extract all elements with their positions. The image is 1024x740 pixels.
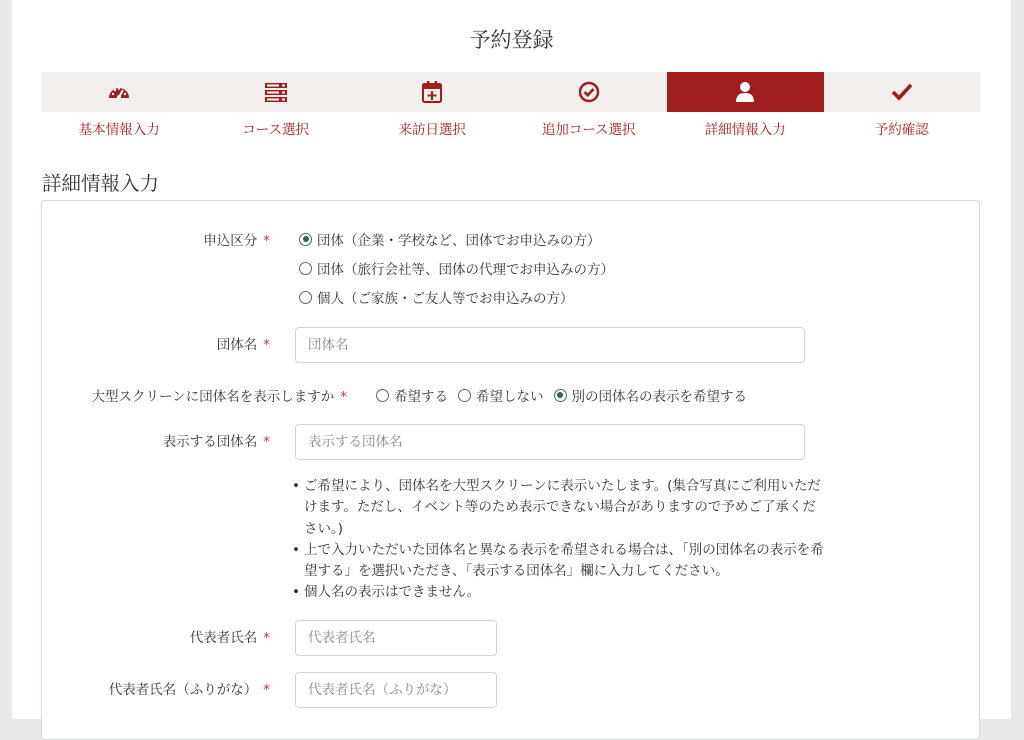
required-mark: *	[263, 434, 270, 450]
application-type-option-agency[interactable]	[299, 258, 614, 278]
radio-label[interactable]: 団体（企業・学校など、団体でお申込みの方）	[317, 233, 601, 249]
representative-kana-label	[109, 678, 270, 698]
page	[12, 0, 1011, 719]
display-on-screen-label	[92, 385, 347, 405]
form-card	[41, 200, 980, 740]
note-item: • 個人名の表示はできません。	[292, 582, 827, 603]
representative-name-label	[190, 626, 270, 646]
step-confirm[interactable]	[824, 72, 981, 112]
display-on-screen-options	[376, 385, 757, 405]
step-label[interactable]: 基本情報入力	[78, 122, 160, 138]
label-text: 表示する団体名	[162, 434, 258, 450]
application-type-option-group[interactable]	[299, 229, 601, 249]
check-circle-icon	[577, 80, 601, 104]
step-progress-bar	[41, 72, 980, 112]
radio-button[interactable]	[376, 389, 389, 402]
step-label[interactable]: 予約確認	[874, 122, 929, 138]
representative-name-input[interactable]	[295, 620, 497, 656]
step-label[interactable]: 来訪日選択	[398, 122, 466, 138]
group-name-label	[217, 333, 270, 353]
label-text: 代表者氏名	[189, 630, 258, 646]
required-mark: *	[263, 682, 270, 698]
step-label[interactable]: 追加コース選択	[541, 122, 636, 138]
group-name-input[interactable]	[295, 327, 805, 363]
section-title: 詳細情報入力	[42, 172, 160, 195]
step-detail-info[interactable]	[667, 72, 824, 112]
step-labels	[41, 118, 980, 140]
required-mark: *	[340, 389, 347, 405]
display-option-no[interactable]	[458, 385, 544, 405]
step-label[interactable]: コース選択	[242, 122, 310, 138]
step-visit-date[interactable]	[354, 72, 511, 112]
radio-label[interactable]: 希望しない	[476, 389, 544, 405]
radio-label[interactable]: 希望する	[394, 389, 448, 405]
page-title: 予約登録	[469, 28, 554, 52]
user-icon	[733, 80, 757, 104]
radio-button-checked[interactable]	[299, 233, 312, 246]
server-list-icon	[264, 80, 288, 104]
dashboard-icon	[107, 80, 131, 104]
label-text: 申込区分	[203, 233, 258, 249]
radio-button[interactable]	[299, 262, 312, 275]
note-item: • ご希望により、団体名を大型スクリーンに表示いたします。(集合写真にご利用いただけます。ただし、イベント等のため表示できない場合がありますので予めご了承ください。)	[292, 476, 827, 540]
representative-kana-input[interactable]	[295, 672, 497, 708]
step-label[interactable]: 詳細情報入力	[704, 122, 786, 138]
radio-button[interactable]	[458, 389, 471, 402]
label-text: 代表者氏名（ふりがな）	[108, 682, 258, 698]
required-mark: *	[263, 630, 270, 646]
label-text: 大型スクリーンに団体名を表示しますか	[91, 389, 335, 405]
radio-label[interactable]: 個人（ご家族・ご友人等でお申込みの方）	[317, 291, 574, 307]
required-mark: *	[263, 337, 270, 353]
application-type-option-individual[interactable]	[299, 287, 574, 307]
radio-label[interactable]: 別の団体名の表示を希望する	[571, 389, 747, 405]
radio-label[interactable]: 団体（旅行会社等、団体の代理でお申込みの方）	[317, 262, 614, 278]
note-item: • 上で入力いただいた団体名と異なる表示を希望される場合は、「別の団体名の表示を希望する」を選択いただき、「表示する団体名」欄に入力してください。	[292, 540, 827, 583]
display-name-notes	[292, 476, 827, 604]
radio-button[interactable]	[299, 291, 312, 304]
step-additional-course[interactable]	[511, 72, 668, 112]
display-name-input[interactable]	[295, 424, 805, 460]
calendar-plus-icon	[420, 80, 444, 104]
label-text: 団体名	[216, 337, 258, 353]
display-option-yes[interactable]	[376, 385, 448, 405]
display-name-label	[163, 430, 270, 450]
radio-button-checked[interactable]	[554, 389, 567, 402]
required-mark: *	[263, 233, 270, 249]
step-basic-info[interactable]	[41, 72, 198, 112]
checkmark-icon	[890, 80, 914, 104]
application-type-label	[203, 229, 270, 249]
step-course[interactable]	[198, 72, 355, 112]
display-option-other-name[interactable]	[554, 385, 748, 405]
